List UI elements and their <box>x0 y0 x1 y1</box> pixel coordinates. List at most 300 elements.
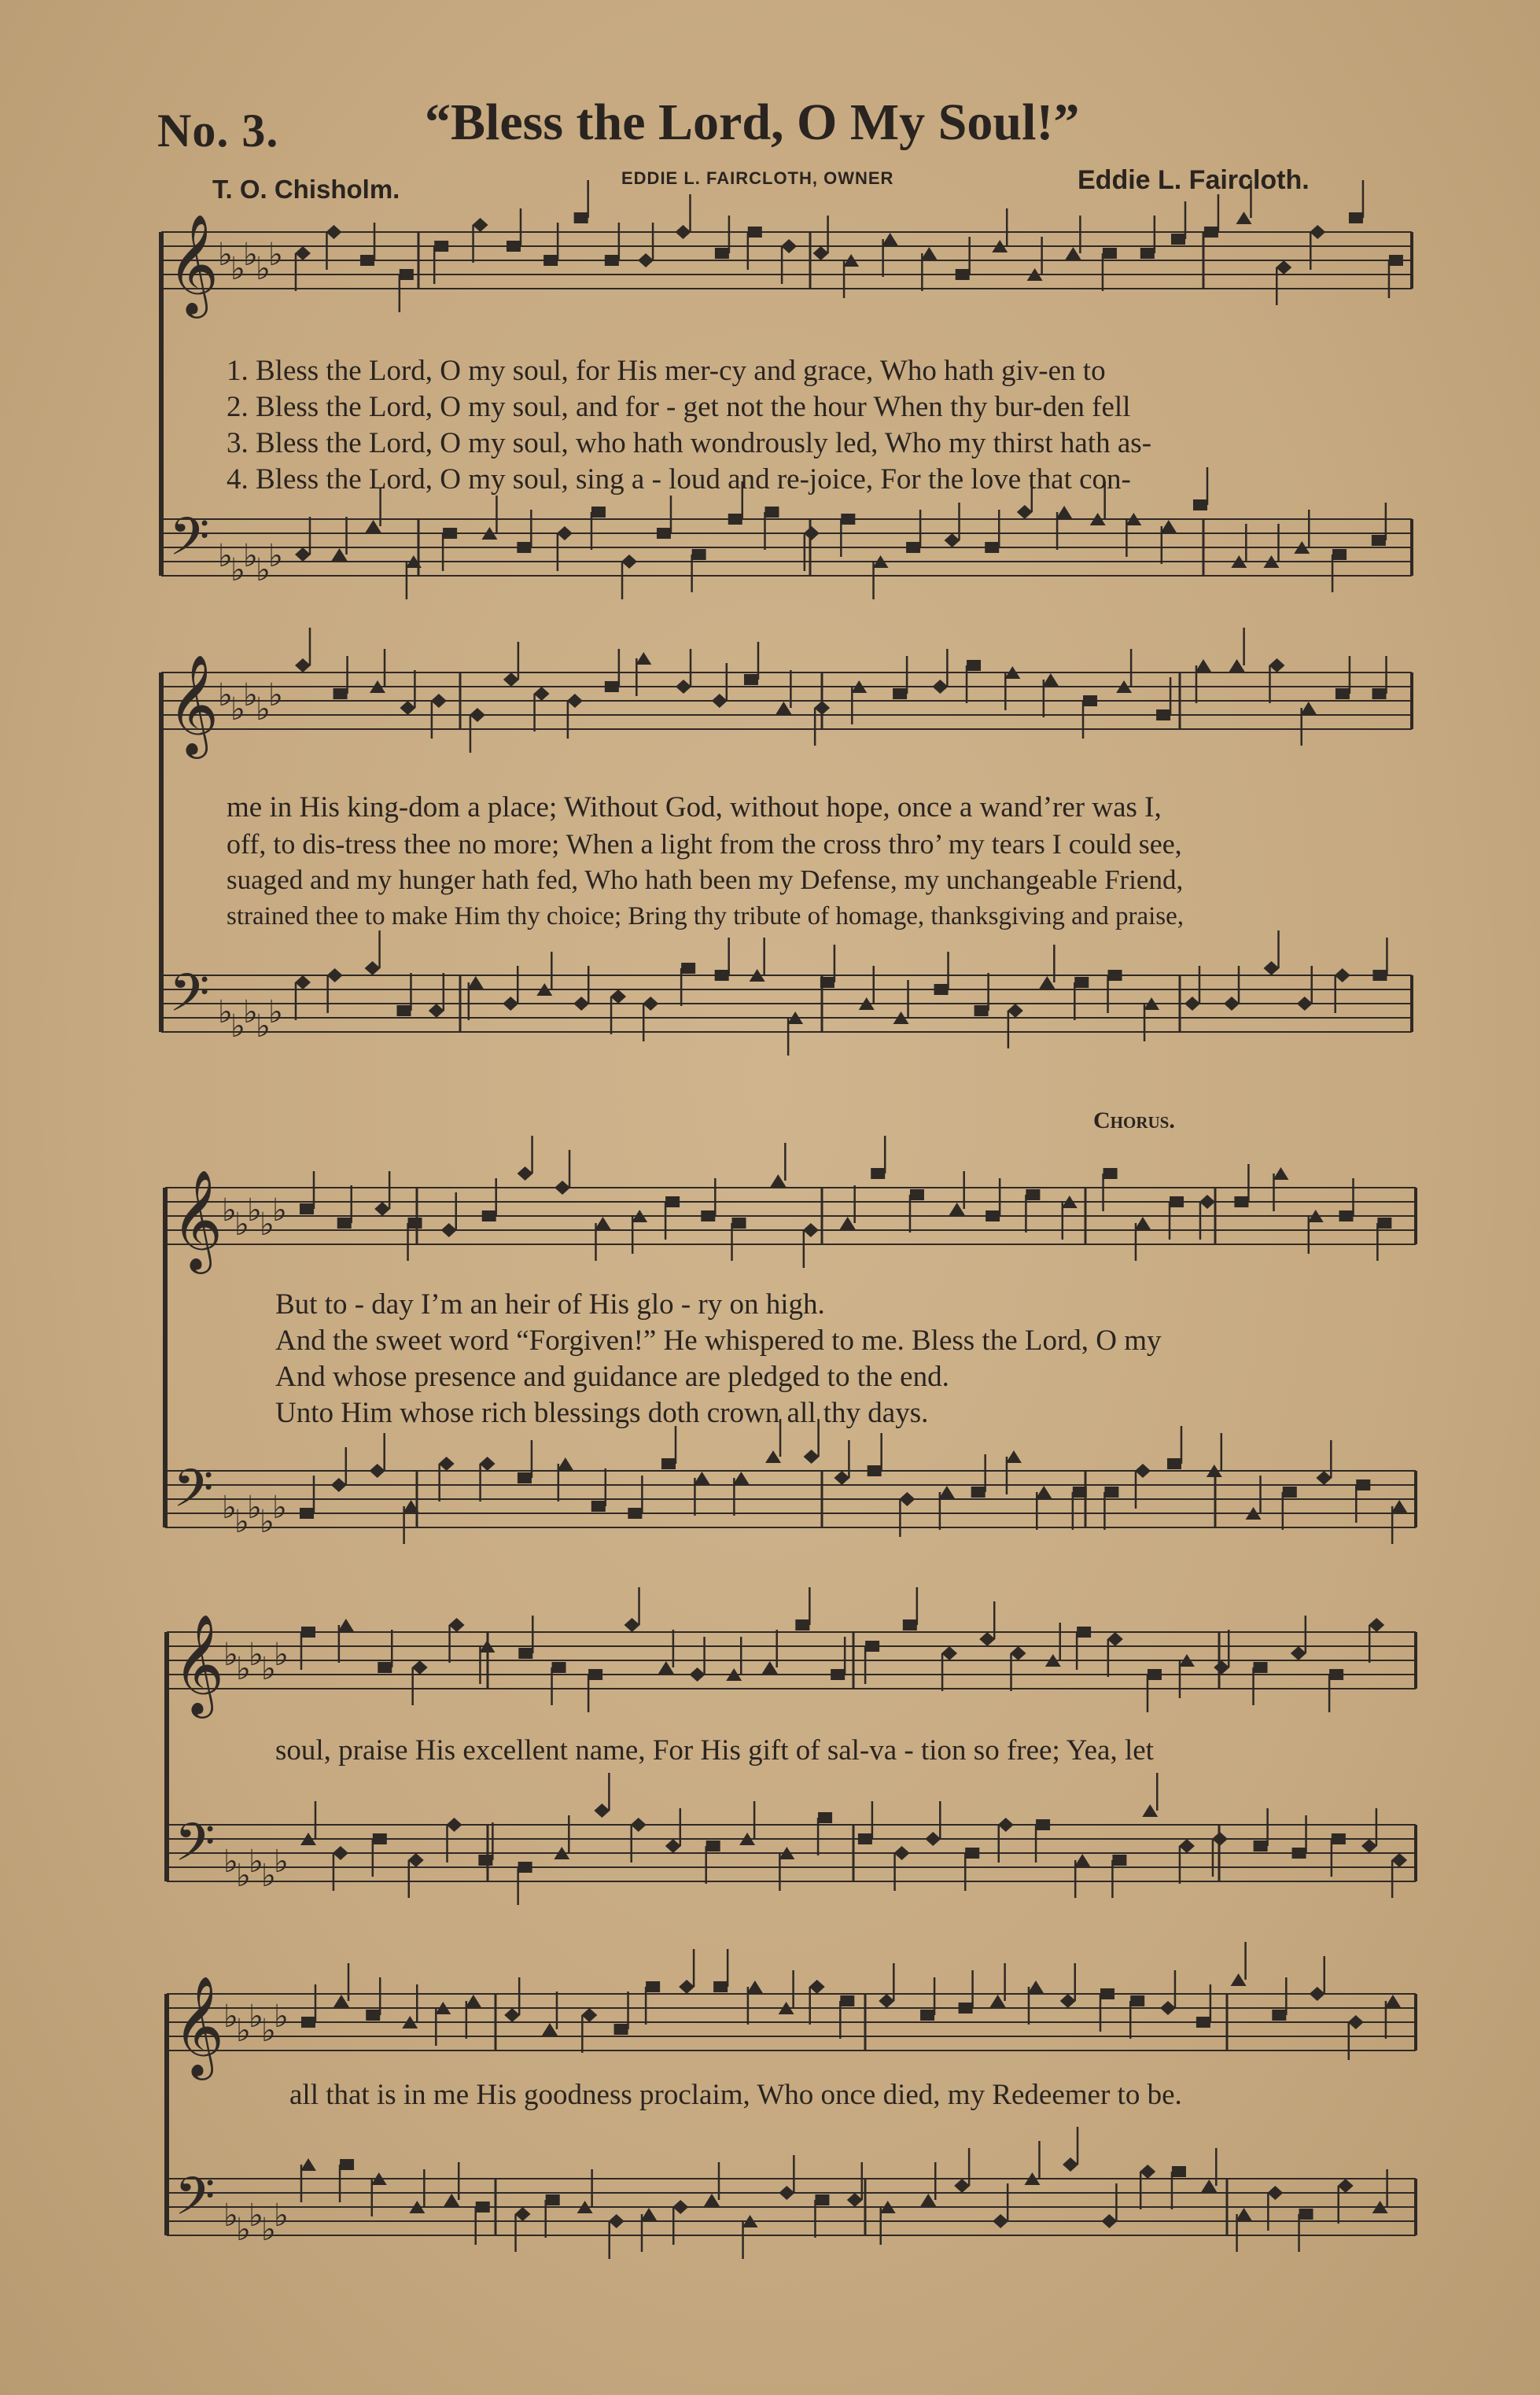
flat-sign-icon: ♭ <box>256 251 271 287</box>
note-head <box>366 2010 380 2021</box>
note-head <box>675 225 691 239</box>
treble-clef-icon: 𝄞 <box>168 654 219 754</box>
note-head <box>295 975 311 989</box>
note-head <box>692 549 706 560</box>
note-head <box>466 1995 481 2007</box>
note-head <box>470 708 485 722</box>
note-head <box>1130 1995 1144 2006</box>
music-system-4 <box>0 1597 1540 1951</box>
note-head <box>814 701 830 715</box>
note-head <box>1291 1646 1306 1660</box>
note-head <box>552 1662 566 1673</box>
note-head <box>1199 1195 1215 1209</box>
note-head <box>1299 2209 1313 2220</box>
lyric-line: And whose presence and guidance are pledged to the end. <box>275 1361 949 1393</box>
flat-sign-icon: ♭ <box>223 1844 238 1880</box>
note-head <box>1140 2165 1155 2179</box>
note-head <box>804 526 820 540</box>
note-head <box>704 2194 720 2206</box>
note-head <box>1171 234 1185 245</box>
flat-sign-icon: ♭ <box>234 1504 249 1540</box>
note-head <box>998 1818 1014 1832</box>
note-head <box>1184 997 1200 1011</box>
note-head <box>776 702 791 714</box>
note-head <box>1142 1804 1158 1817</box>
note-head <box>332 548 348 561</box>
note-head <box>370 1464 385 1478</box>
note-head <box>1310 225 1325 239</box>
flat-sign-icon: ♭ <box>236 1651 251 1687</box>
bass-staff <box>167 1773 1416 1905</box>
flat-sign-icon: ♭ <box>236 2013 251 2049</box>
note-head <box>986 1210 1000 1221</box>
note-head <box>985 542 999 553</box>
note-head <box>636 652 651 665</box>
note-head <box>762 1661 778 1674</box>
note-head <box>326 225 341 239</box>
note-head <box>959 2003 973 2014</box>
note-head <box>1272 2010 1286 2021</box>
flat-sign-icon: ♭ <box>218 538 233 574</box>
note-head <box>921 247 937 260</box>
note-head <box>1273 1167 1289 1180</box>
flat-sign-icon: ♭ <box>256 1008 271 1045</box>
flat-sign-icon: ♭ <box>260 1207 274 1243</box>
note-head <box>690 1667 706 1682</box>
note-head <box>681 963 695 974</box>
flat-sign-icon: ♭ <box>218 994 233 1030</box>
note-head <box>518 1862 532 1873</box>
note-head <box>1103 1168 1118 1179</box>
note-head <box>1349 212 1363 223</box>
note-head <box>781 239 797 253</box>
note-head <box>408 1853 424 1867</box>
note-head <box>939 1486 955 1498</box>
note-head <box>1339 1210 1354 1221</box>
lyric-line: 1. Bless the Lord, O my soul, for His mer-cy and grace, Who hath giv-en to <box>227 355 1106 387</box>
note-head <box>1028 1980 1044 1993</box>
note-head <box>444 2194 459 2206</box>
treble-staff <box>161 628 1412 753</box>
note-head <box>554 1181 570 1195</box>
note-head <box>557 526 573 540</box>
bass-staff <box>165 1419 1416 1544</box>
note-head <box>1236 2208 1252 2220</box>
bass-staff <box>161 930 1412 1056</box>
note-head <box>858 1833 872 1844</box>
note-head <box>1332 549 1347 560</box>
note-head <box>1135 1217 1151 1229</box>
note-head <box>747 1980 763 1993</box>
note-head <box>925 1832 941 1846</box>
note-head <box>906 542 920 553</box>
flat-sign-icon: ♭ <box>243 237 258 273</box>
note-head <box>1104 1487 1118 1498</box>
note-head <box>431 694 447 708</box>
note-head <box>813 246 829 260</box>
note-head <box>1369 1618 1384 1632</box>
note-head <box>956 269 970 280</box>
note-head <box>518 1648 532 1659</box>
note-head <box>818 1812 832 1823</box>
flat-sign-icon: ♭ <box>260 1504 274 1540</box>
note-head <box>646 1981 660 1992</box>
note-head <box>594 1804 610 1818</box>
note-head <box>1269 658 1284 672</box>
note-head <box>434 241 448 252</box>
note-head <box>744 674 758 685</box>
note-head <box>1231 1973 1247 1986</box>
note-head <box>1338 2179 1354 2193</box>
note-head <box>591 507 606 518</box>
note-head <box>804 1450 820 1464</box>
note-head <box>715 970 729 981</box>
note-head <box>1074 977 1089 988</box>
note-head <box>1310 1987 1325 2001</box>
note-head <box>542 2023 558 2036</box>
note-head <box>1196 659 1211 672</box>
note-head <box>621 555 637 569</box>
note-head <box>1060 1994 1076 2008</box>
note-head <box>1161 520 1177 532</box>
note-head <box>1077 1627 1091 1638</box>
note-head <box>1297 997 1313 1011</box>
note-head <box>871 1168 885 1179</box>
flat-sign-icon: ♭ <box>230 251 245 287</box>
hymn-title: “Bless the Lord, O My Soul!” <box>425 94 1080 151</box>
note-head <box>1172 2166 1186 2177</box>
note-head <box>340 2159 354 2170</box>
note-head <box>628 1508 642 1519</box>
note-head <box>893 688 907 699</box>
note-head <box>365 961 381 975</box>
note-head <box>1101 2214 1117 2228</box>
note-head <box>779 2186 794 2200</box>
note-head <box>1377 1218 1391 1229</box>
note-head <box>543 255 558 266</box>
note-head <box>1036 1819 1050 1830</box>
note-head <box>588 1669 602 1680</box>
note-head <box>1112 1855 1126 1866</box>
note-head <box>920 2010 934 2021</box>
note-head <box>338 1619 354 1631</box>
flat-sign-icon: ♭ <box>222 1490 237 1526</box>
note-head <box>373 1833 387 1844</box>
note-head <box>1332 1833 1346 1844</box>
music-system-5 <box>0 1958 1540 2312</box>
note-head <box>949 1203 965 1215</box>
note-head <box>715 248 729 259</box>
note-head <box>641 2208 657 2220</box>
note-head <box>300 2158 316 2171</box>
note-head <box>1179 1839 1195 1853</box>
treble-clef-icon: 𝄞 <box>173 1975 225 2076</box>
note-head <box>820 977 834 988</box>
note-head <box>706 1840 720 1852</box>
flat-sign-icon: ♭ <box>274 1844 289 1880</box>
lyric-line: all that is in me His goodness proclaim, Who once died, my Redeemer to be. <box>289 2079 1182 2111</box>
flat-sign-icon: ♭ <box>247 1490 262 1526</box>
note-head <box>1361 1839 1377 1853</box>
note-head <box>374 1202 390 1216</box>
lyricist-credit: T. O. Chisholm. <box>212 175 400 204</box>
note-head <box>1336 688 1350 699</box>
note-head <box>974 1005 989 1016</box>
note-head <box>503 997 518 1011</box>
note-head <box>378 1662 392 1673</box>
note-head <box>1160 2001 1176 2015</box>
note-head <box>834 1471 849 1485</box>
flat-sign-icon: ♭ <box>243 994 258 1030</box>
flat-sign-icon: ♭ <box>256 691 271 728</box>
flat-sign-icon: ♭ <box>243 677 258 713</box>
note-head <box>1108 970 1122 981</box>
note-head <box>333 1995 349 2007</box>
note-head <box>515 2207 531 2221</box>
note-head <box>480 1457 496 1471</box>
note-head <box>993 2214 1008 2228</box>
note-head <box>1267 2186 1283 2200</box>
note-head <box>840 1217 856 1229</box>
bass-clef-icon: 𝄢 <box>169 507 210 580</box>
treble-staff <box>167 1942 1416 2060</box>
note-head <box>748 227 762 238</box>
flat-sign-icon: ♭ <box>272 1490 287 1526</box>
note-head <box>441 1223 457 1237</box>
note-head <box>770 1174 786 1187</box>
flat-sign-icon: ♭ <box>261 1858 276 1894</box>
note-head <box>657 528 671 539</box>
lyric-line: suaged and my hunger hath fed, Who hath been my Defense, my unchangeable Friend, <box>227 864 1184 895</box>
flat-sign-icon: ♭ <box>249 1637 263 1673</box>
flat-sign-icon: ♭ <box>230 552 245 588</box>
note-head <box>658 1661 674 1674</box>
note-head <box>1254 1840 1268 1852</box>
flat-sign-icon: ♭ <box>274 1999 289 2035</box>
note-head <box>1254 1662 1268 1673</box>
note-head <box>517 542 531 553</box>
note-head <box>1229 659 1245 672</box>
flat-sign-icon: ♭ <box>223 1637 238 1673</box>
lyric-line: me in His king-dom a place; Without God, without hope, once a wand’rer was I, <box>227 791 1162 824</box>
note-head <box>979 1632 995 1646</box>
note-head <box>868 1465 882 1476</box>
flat-sign-icon: ♭ <box>268 538 283 574</box>
note-head <box>894 1846 910 1860</box>
note-head <box>713 1981 728 1992</box>
lyric-line: 2. Bless the Lord, O my soul, and for - get not the hour When thy bur-den fell <box>227 391 1131 423</box>
note-head <box>614 2024 628 2035</box>
note-head <box>1348 2015 1364 2029</box>
note-head <box>1389 255 1403 266</box>
note-head <box>954 2179 970 2193</box>
note-head <box>1100 1988 1114 1999</box>
note-head <box>337 1218 352 1229</box>
treble-staff <box>167 1587 1416 1712</box>
note-head <box>1224 997 1240 1011</box>
note-head <box>728 514 742 525</box>
note-head <box>1026 1189 1040 1200</box>
note-head <box>558 1457 573 1470</box>
note-head <box>1036 1486 1052 1498</box>
note-head <box>595 1217 610 1229</box>
note-head <box>581 2008 597 2022</box>
note-head <box>300 1508 314 1519</box>
note-head <box>366 520 381 532</box>
note-head <box>1107 1632 1123 1646</box>
note-head <box>967 660 981 671</box>
flat-sign-icon: ♭ <box>249 2198 263 2234</box>
note-head <box>300 1203 314 1214</box>
flat-sign-icon: ♭ <box>268 994 283 1030</box>
note-head <box>932 680 948 694</box>
flat-sign-icon: ♭ <box>222 1192 237 1229</box>
note-head <box>1372 535 1386 546</box>
note-head <box>701 1210 715 1221</box>
flat-sign-icon: ♭ <box>268 677 283 713</box>
note-head <box>295 246 311 260</box>
note-head <box>1167 1458 1181 1469</box>
note-head <box>1372 688 1387 699</box>
note-head <box>1063 2157 1078 2172</box>
treble-staff <box>165 1136 1416 1268</box>
note-head <box>809 1980 825 1994</box>
note-head <box>429 1004 444 1018</box>
note-head <box>643 997 658 1011</box>
note-head <box>507 241 521 252</box>
flat-sign-icon: ♭ <box>236 2212 251 2248</box>
lyric-line: Unto Him whose rich blessings doth crown all thy days. <box>275 1397 929 1429</box>
flat-sign-icon: ♭ <box>243 538 258 574</box>
note-head <box>1391 1853 1407 1867</box>
note-head <box>1329 1669 1343 1680</box>
note-head <box>971 1487 986 1498</box>
note-head <box>301 2017 315 2028</box>
note-head <box>331 1478 347 1492</box>
note-head <box>1043 673 1059 686</box>
flat-sign-icon: ♭ <box>218 677 233 713</box>
note-head <box>1148 1669 1162 1680</box>
note-head <box>1065 247 1081 260</box>
note-head <box>672 2200 688 2214</box>
flat-sign-icon: ♭ <box>261 1651 276 1687</box>
lyric-line: 4. Bless the Lord, O my soul, sing a - loud and re-joice, For the love that con- <box>227 463 1131 496</box>
note-head <box>396 1005 411 1016</box>
note-head <box>473 218 488 232</box>
note-head <box>1103 248 1117 259</box>
flat-sign-icon: ♭ <box>274 2198 289 2234</box>
flat-sign-icon: ♭ <box>249 1999 263 2035</box>
note-head <box>478 1855 492 1866</box>
note-head <box>795 1619 809 1630</box>
note-head <box>910 1189 924 1200</box>
note-head <box>412 1660 428 1675</box>
note-head <box>1156 709 1170 720</box>
note-head <box>295 658 311 672</box>
treble-clef-icon: 𝄞 <box>168 213 219 314</box>
note-head <box>518 1472 532 1483</box>
note-head <box>449 1618 465 1632</box>
note-head <box>360 255 374 266</box>
note-head <box>934 984 949 995</box>
lyric-line: And the sweet word “Forgiven!” He whispered to me. Bless the Lord, O my <box>275 1325 1162 1357</box>
flat-sign-icon: ♭ <box>256 552 271 588</box>
flat-sign-icon: ♭ <box>234 1207 249 1243</box>
flat-sign-icon: ♭ <box>230 1008 245 1045</box>
note-head <box>573 997 589 1011</box>
note-head <box>1074 1854 1090 1866</box>
flat-sign-icon: ♭ <box>268 237 283 273</box>
note-head <box>1301 702 1317 714</box>
bass-clef-icon: 𝄢 <box>173 1458 214 1531</box>
note-head <box>1073 1487 1087 1498</box>
note-head <box>468 976 484 989</box>
note-head <box>567 694 583 708</box>
note-head <box>1017 505 1033 519</box>
note-head <box>879 1994 894 2008</box>
note-head <box>1385 1995 1401 2007</box>
note-head <box>840 1995 854 2006</box>
note-head <box>941 1646 957 1660</box>
note-head <box>624 1618 640 1632</box>
note-head <box>1263 961 1279 975</box>
note-head <box>1335 968 1350 982</box>
note-head <box>1214 1660 1229 1675</box>
note-head <box>679 1980 694 1994</box>
flat-sign-icon: ♭ <box>247 1192 262 1229</box>
note-head <box>665 1196 680 1207</box>
note-head <box>1140 248 1155 259</box>
lyric-line: soul, praise His excellent name, For His gift of sal-va - tion so free; Yea, let <box>275 1734 1154 1767</box>
note-head <box>447 1818 462 1832</box>
flat-sign-icon: ♭ <box>218 237 233 273</box>
note-head <box>476 2202 490 2213</box>
note-head <box>443 528 457 539</box>
note-head <box>574 212 588 223</box>
note-head <box>676 680 691 694</box>
bass-clef-icon: 𝄢 <box>175 2166 216 2239</box>
note-head <box>1372 970 1387 981</box>
flat-sign-icon: ♭ <box>236 1858 251 1894</box>
note-head <box>504 2008 520 2022</box>
treble-clef-icon: 𝄞 <box>173 1613 225 1714</box>
flat-sign-icon: ♭ <box>230 691 245 728</box>
note-head <box>920 2194 936 2206</box>
note-head <box>990 1995 1006 2007</box>
note-head <box>534 687 550 701</box>
note-head <box>815 2194 829 2205</box>
note-head <box>408 1218 422 1229</box>
note-head <box>1135 1464 1151 1478</box>
treble-clef-icon: 𝄞 <box>171 1169 223 1269</box>
note-head <box>400 701 415 715</box>
note-head <box>1283 1487 1297 1498</box>
lyric-line: But to - day I’m an heir of His glo - ry on high. <box>275 1288 825 1321</box>
note-head <box>1193 499 1207 510</box>
note-head <box>945 533 960 547</box>
note-head <box>803 1223 819 1237</box>
note-head <box>1008 1004 1023 1018</box>
note-head <box>765 1450 781 1463</box>
note-head <box>605 255 619 266</box>
note-head <box>605 681 619 692</box>
note-head <box>865 1641 879 1652</box>
lyric-line: off, to dis-tress thee no more; When a light from the cross thro’ my tears I could see, <box>227 828 1182 860</box>
note-head <box>609 2214 624 2228</box>
chorus-label: Chorus. <box>1093 1107 1175 1133</box>
lyric-line: strained thee to make Him thy choice; Bring thy tribute of homage, thanksgiving and praise, <box>227 902 1184 930</box>
note-head <box>1083 695 1097 706</box>
